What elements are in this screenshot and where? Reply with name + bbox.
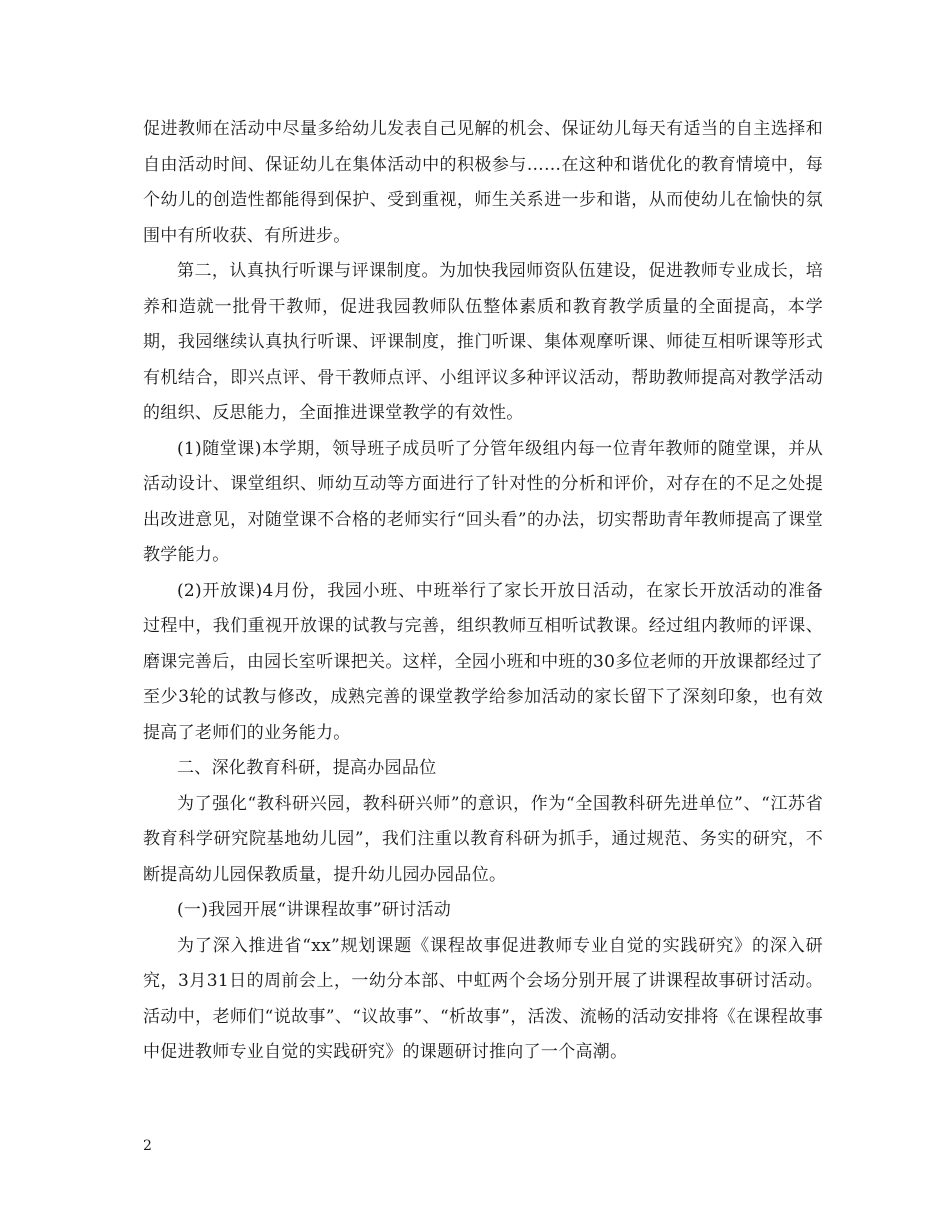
paragraph-lesson-evaluation: 第二，认真执行听课与评课制度。为加快我园师资队伍建设，促进教师专业成长，培养和造就一批骨干教师，促进我园教师队伍整体素质和教育教学质量的全面提高，本学期，我园继续认真执行听课、评课制度，推门听课、集体观摩听课、师徒互相听课等形式有机结合，即兴点评、骨干教师点评、小组评议多种评议活动，帮助教师提高对教学活动的组织、反思能力，全面推进课堂教学的有效性。 xyxy=(143,261,823,423)
paragraph-continuation: 促进教师在活动中尽量多给幼儿发表自己见解的机会、保证幼儿每天有适当的自主选择和自由活动时间、保证幼儿在集体活动中的积极参与……在这种和谐优化的教育情境中，每个幼儿的创造性都能得到保护、受到重视，师生关系进一步和谐，从而使幼儿在愉快的氛围中有所收获、有所进步。 xyxy=(143,119,823,246)
paragraph-random-lessons: (1)随堂课)本学期，领导班子成员听了分管年级组内每一位青年教师的随堂课，并从活动设计、课堂组织、师幼互动等方面进行了针对性的分析和评价，对存在的不足之处提出改进意见，对随堂课不合格的老师实行“回头看”的办法，切实帮助青年教师提高了课堂教学能力。 xyxy=(143,438,823,565)
subheading-course-stories: (一)我园开展“讲课程故事”研讨活动 xyxy=(177,900,452,920)
paragraph-research-intro: 为了强化“教科研兴园，教科研兴师”的意识，作为“全国教科研先进单位”、“江苏省教育科学研究院基地幼儿园”，我们注重以教育科研为抓手，通过规范、务实的研究，不断提高幼儿园保教质量，提升幼儿园办园品位。 xyxy=(143,793,823,885)
paragraph-course-stories: 为了深入推进省“xx”规划课题《课程故事促进教师专业自觉的实践研究》的深入研究，3月31日的周前会上，一幼分本部、中虹两个会场分别开展了讲课程故事研讨活动。活动中，老师们“说故事”、“议故事”、“析故事”，活泼、流畅的活动安排将《在课程故事中促进教师专业自觉的实践研究》的课题研讨推向了一个高潮。 xyxy=(143,935,823,1062)
section-heading-research: 二、深化教育科研，提高办园品位 xyxy=(177,758,437,778)
page-number: 2 xyxy=(143,1138,152,1154)
paragraph-open-lessons: (2)开放课)4月份，我园小班、中班举行了家长开放日活动，在家长开放活动的准备过程中，我们重视开放课的试教与完善，组织教师互相听试教课。经过组内教师的评课、磨课完善后，由园长室听课把关。这样，全园小班和中班的30多位老师的开放课都经过了至少3轮的试教与修改，成熟完善的课堂教学给参加活动的家长留下了深刻印象，也有效提高了老师们的业务能力。 xyxy=(143,580,823,743)
document-body xyxy=(143,112,823,1071)
